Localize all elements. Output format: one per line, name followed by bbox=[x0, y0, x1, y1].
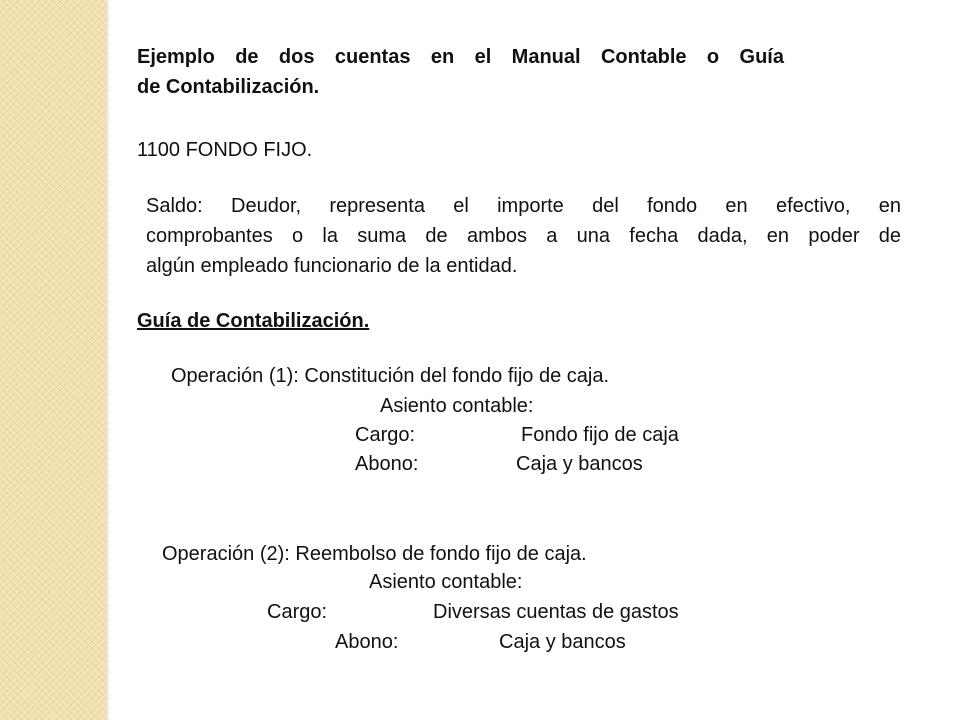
side-band-shadow bbox=[106, 0, 110, 720]
heading-line-2: de Contabilización. bbox=[137, 76, 320, 98]
operation-1-abono-label: Abono: bbox=[355, 453, 419, 475]
operation-2-abono-label: Abono: bbox=[335, 631, 399, 653]
heading-line-1: Ejemplo de dos cuentas en el Manual Contable o Guía bbox=[137, 46, 784, 68]
saldo-line-1: Saldo: Deudor, representa el importe del fondo en efectivo, en bbox=[146, 195, 901, 217]
operation-2-entry-label: Asiento contable: bbox=[369, 571, 523, 593]
operation-2-title: Operación (2): Reembolso de fondo fijo de caja. bbox=[162, 543, 587, 565]
saldo-line-2: comprobantes o la suma de ambos a una fecha dada, en poder de bbox=[146, 225, 901, 247]
operation-1-abono-value: Caja y bancos bbox=[516, 453, 643, 475]
operation-2-cargo-label: Cargo: bbox=[267, 601, 328, 623]
decorative-side-band bbox=[0, 0, 106, 720]
operation-1-entry-label: Asiento contable: bbox=[380, 395, 534, 417]
operation-1-cargo-label: Cargo: bbox=[355, 424, 416, 446]
account-title: 1100 FONDO FIJO. bbox=[137, 139, 313, 161]
operation-2-abono-value: Caja y bancos bbox=[499, 631, 626, 653]
saldo-line-3: algún empleado funcionario de la entidad. bbox=[146, 255, 518, 277]
operation-1-title: Operación (1): Constitución del fondo fijo de caja. bbox=[171, 365, 610, 387]
guide-title: Guía de Contabilización. bbox=[137, 310, 370, 332]
operation-1-cargo-value: Fondo fijo de caja bbox=[521, 424, 679, 446]
operation-2-cargo-value: Diversas cuentas de gastos bbox=[433, 601, 679, 623]
